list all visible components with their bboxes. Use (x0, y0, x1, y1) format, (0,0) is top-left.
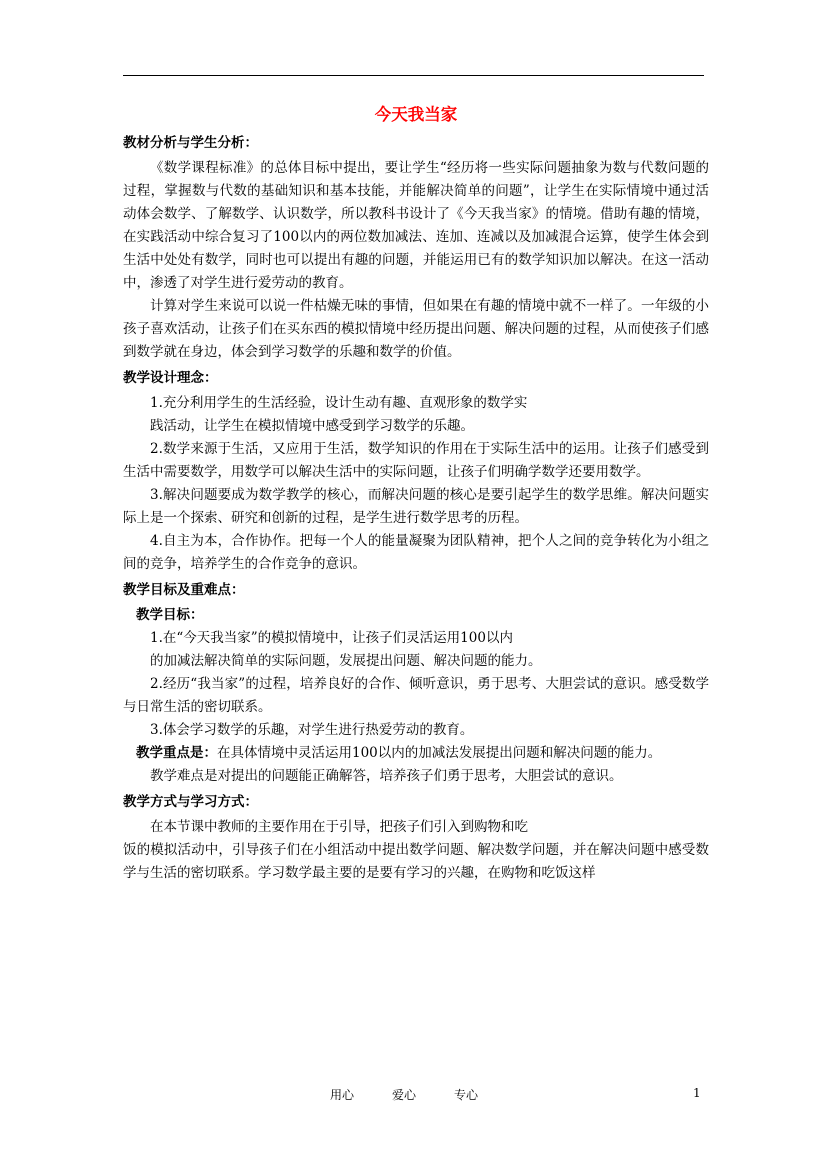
section-heading-analysis: 教材分析与学生分析： (123, 135, 258, 151)
section-heading-goals: 教学目标及重难点： (123, 582, 245, 598)
list-item: 2.数学来源于生活，又应用于生活，数学知识的作用在于实际生活中的运用。让孩子们感受到生活中需要数学，用数学可以解决生活中的实际问题，让孩子们明确学数学还要用数学。 (123, 441, 709, 480)
key-point-label: 教学重点是： (136, 745, 217, 761)
list-item: 3.解决问题要成为数学教学的核心，而解决问题的核心是要引起学生的数学思维。解决问题实际上是一个探索、研究和创新的过程，是学生进行数学思考的历程。 (123, 487, 709, 526)
header-rule (123, 75, 704, 76)
list-item: 3.体会学习数学的乐趣，对学生进行热爱劳动的教育。 (150, 722, 474, 738)
difficulty-point: 教学难点是对提出的问题能正确解答，培养孩子们勇于思考，大胆尝试的意识。 (150, 768, 623, 784)
paragraph: 《数学课程标准》的总体目标中提出，要让学生“经历将一些实际问题抽象为数与代数问题的过程，掌握数与代数的基础知识和基本技能，并能解决简单的问题”，让学生在实际情境中通过活动体会数学、了解数学、认识数学，所以教科书设计了《今天我当家》的情境。借助有趣的情境，在实践活动中综合复习了100以内的两位数加减法、连加、连减以及加减混合运算，使学生体会到生活中处处有数学，同时也可以提出有趣的问题，并能运用已有的数学知识加以解决。在这一活动中，渗透了对学生进行爱劳动的教育。 (123, 160, 709, 291)
page-footer (0, 1086, 827, 1104)
list-item: 1.充分利用学生的生活经验，设计生动有趣、直观形象的数学实 (150, 395, 528, 411)
list-item: 2.经历“我当家”的过程，培养良好的合作、倾听意识，勇于思考、大胆尝试的意识。感受数学与日常生活的密切联系。 (123, 676, 709, 715)
footer-word: 专心 (454, 1088, 479, 1102)
list-item-continuation: 践活动，让学生在模拟情境中感受到学习数学的乐趣。 (150, 418, 474, 434)
footer-motto (330, 1086, 516, 1103)
section-heading-design: 教学设计理念： (123, 370, 218, 386)
list-item: 1.在“今天我当家”的模拟情境中，让孩子们灵活运用100以内 (150, 630, 513, 646)
paragraph: 在本节课中教师的主要作用在于引导，把孩子们引入到购物和吃 (150, 819, 528, 835)
document-body (123, 104, 709, 885)
subheading-goals: 教学目标： (136, 607, 204, 623)
document-title: 今天我当家 (374, 105, 458, 124)
key-point (123, 742, 709, 765)
page-number: 1 (693, 1086, 701, 1100)
paragraph-continuation: 饭的模拟活动中，引导孩子们在小组活动中提出数学问题、解决数学问题，并在解决问题中感受数学与生活的密切联系。学习数学最主要的是要有学习的兴趣，在购物和吃饭这样 (123, 842, 709, 881)
footer-word: 用心 (330, 1088, 355, 1102)
list-item-continuation: 的加减法解决简单的实际问题，发展提出问题、解决问题的能力。 (150, 653, 542, 669)
key-point-text: 在具体情境中灵活运用100以内的加减法发展提出问题和解决问题的能力。 (217, 745, 662, 761)
paragraph: 计算对学生来说可以说一件枯燥无味的事情，但如果在有趣的情境中就不一样了。一年级的小孩子喜欢活动，让孩子们在买东西的模拟情境中经历提出问题、解决问题的过程，从而使孩子们感到数学就在身边，体会到学习数学的乐趣和数学的价值。 (123, 298, 709, 360)
list-item: 4.自主为本，合作协作。把每一个人的能量凝聚为团队精神，把个人之间的竞争转化为小组之间的竞争，培养学生的合作竞争的意识。 (123, 533, 709, 572)
footer-word: 爱心 (392, 1088, 417, 1102)
section-heading-methods: 教学方式与学习方式： (123, 794, 258, 810)
